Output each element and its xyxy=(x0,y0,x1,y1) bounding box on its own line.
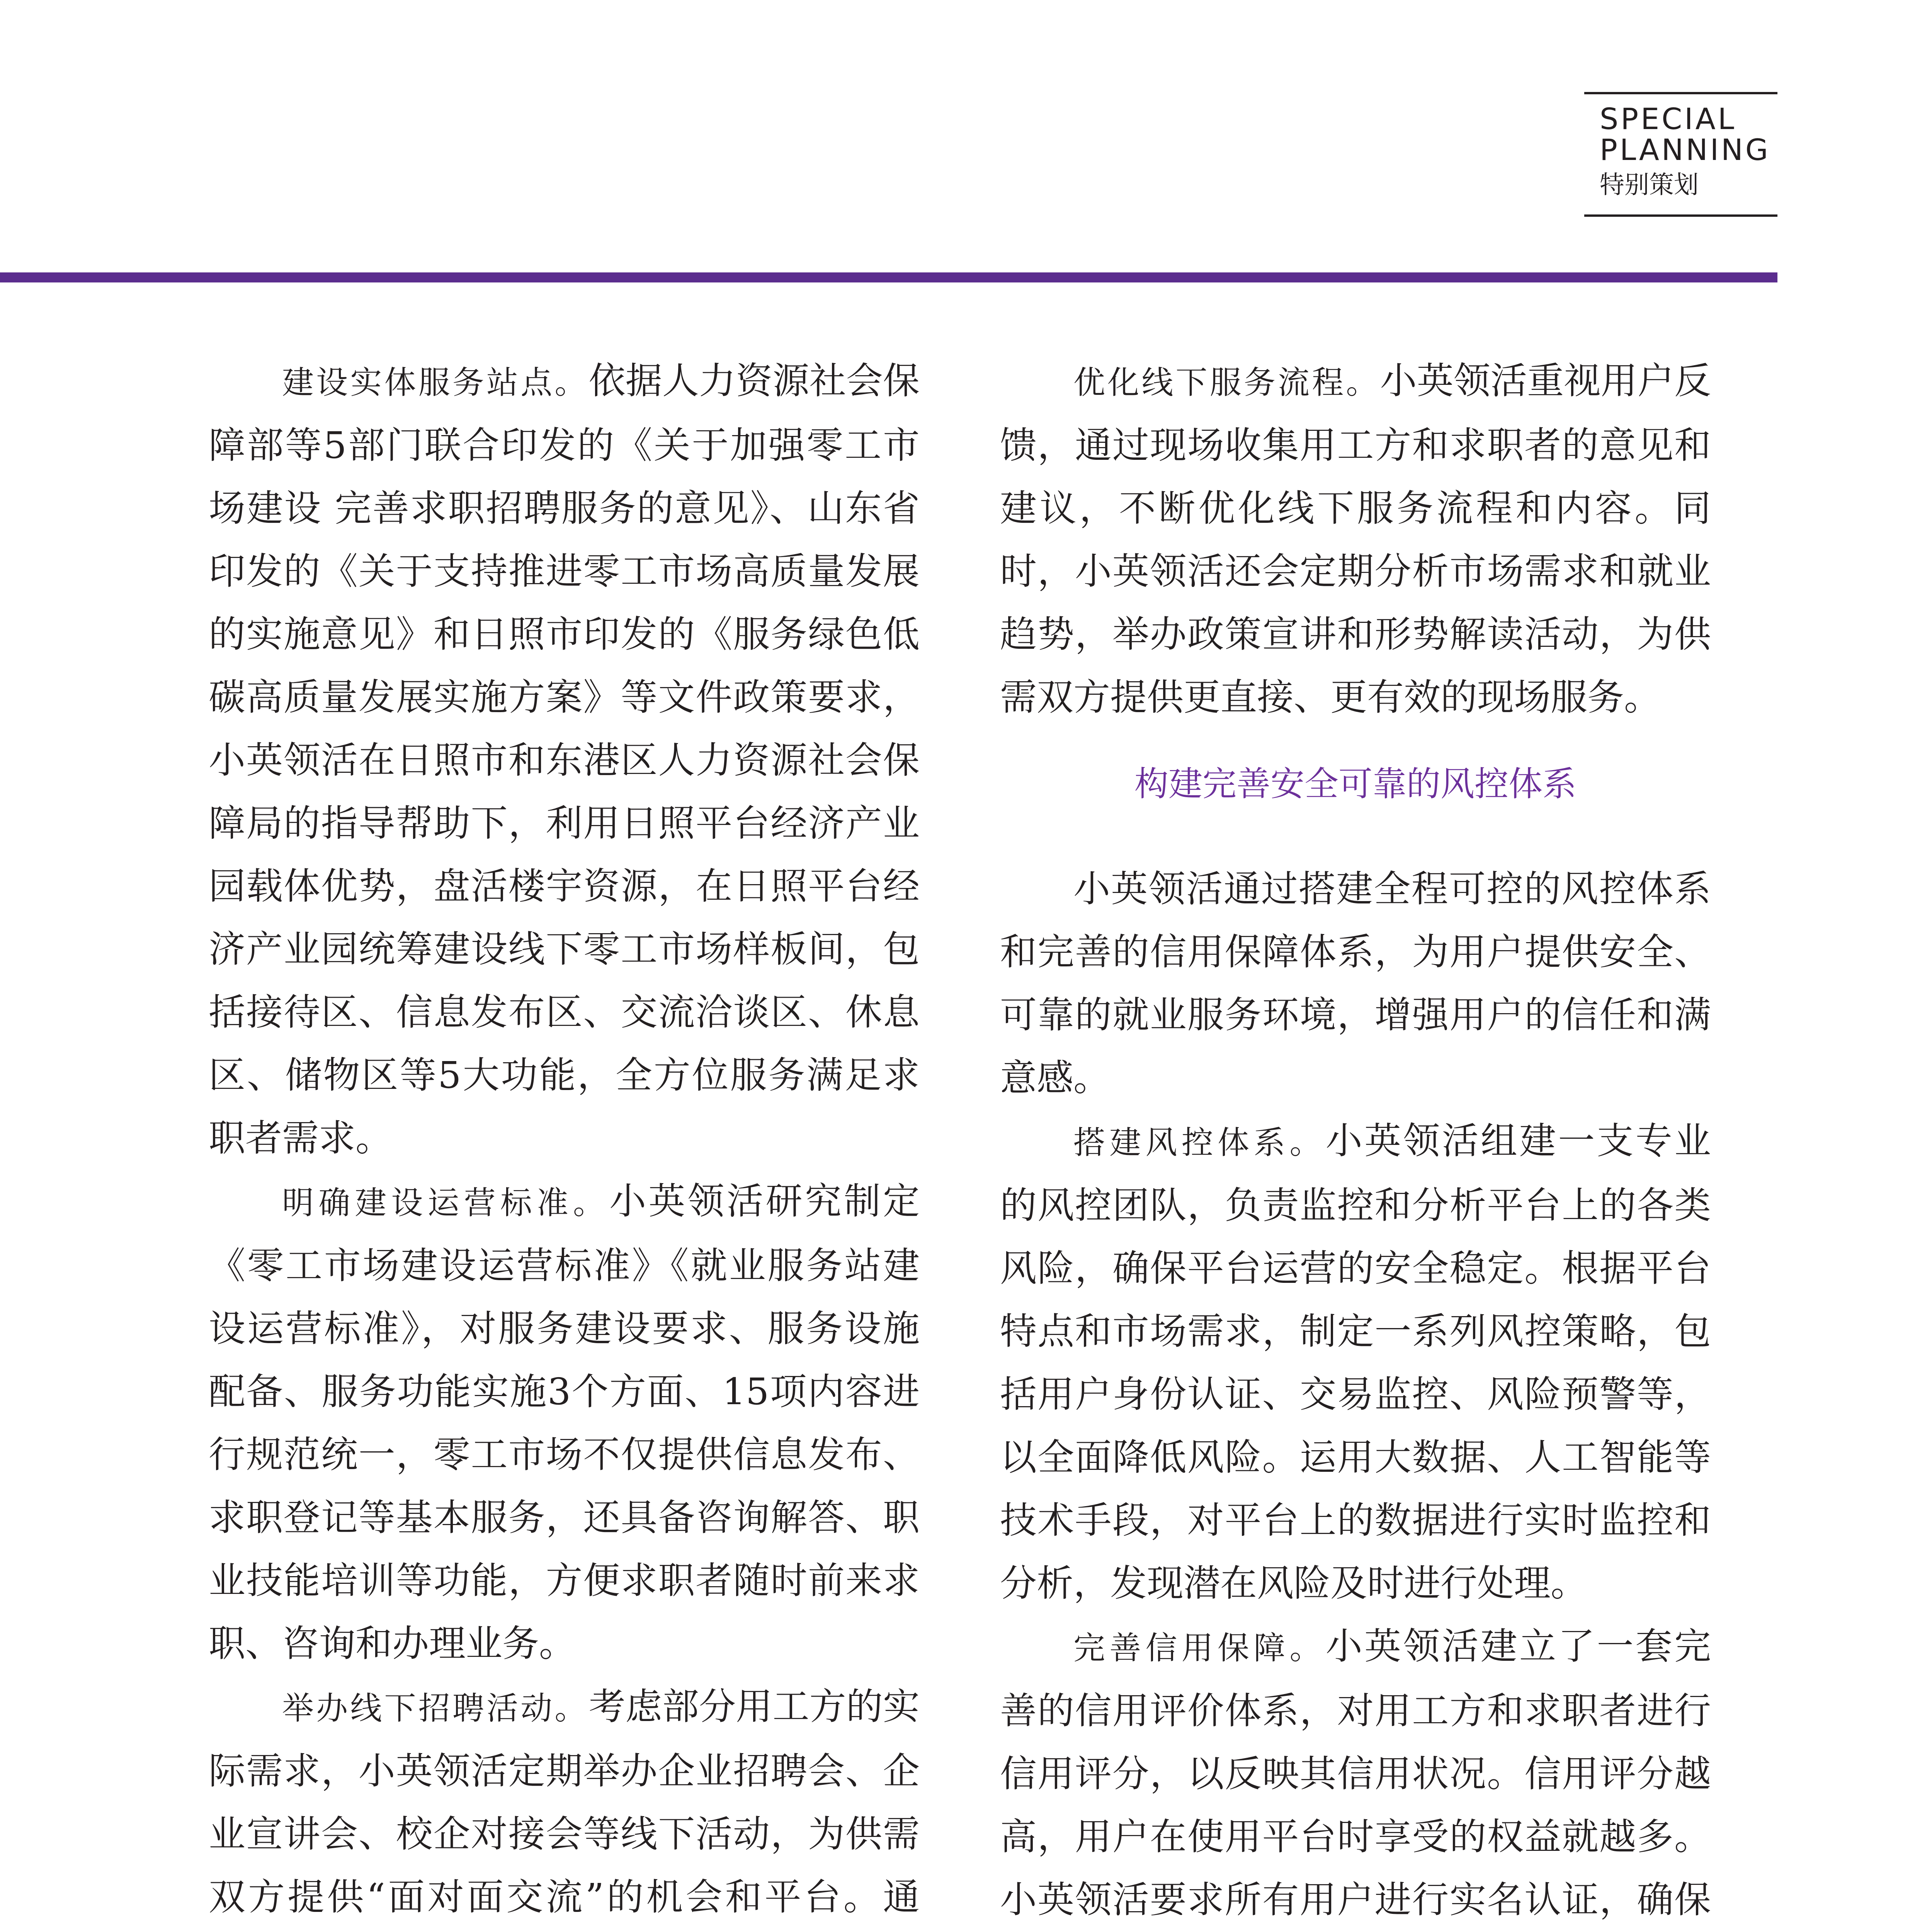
purple-divider xyxy=(0,272,1777,282)
paragraph xyxy=(1000,1110,1711,1615)
section-title-en-line2: PLANNING xyxy=(1600,133,1770,167)
section-header xyxy=(1600,104,1801,202)
paragraph-lead: 建设实体服务站点。 xyxy=(282,364,589,401)
paragraph xyxy=(209,1170,920,1675)
header-bottom-rule xyxy=(1584,214,1777,217)
paragraph-body: 小英领活重视用户反馈，通过现场收集用工方和求职者的意见和建议，不断优化线下服务流程和内容。同时，小英领活还会定期分析市场需求和就业趋势，举办政策宣讲和形势解读活动，为供需双方提供更直接、更有效的现场服务。 xyxy=(1000,360,1711,719)
right-column xyxy=(1000,350,1711,1932)
paragraph-body: 考虑部分用工方的实际需求，小英领活定期举办企业招聘会、企业宣讲会、校企对接会等线下活动，为供需双方提供“面对面交流”的机会和平台。通 xyxy=(209,1685,920,1918)
section-subheading: 构建完善安全可靠的风控体系 xyxy=(1134,764,1577,804)
paragraph-lead: 完善信用保障。 xyxy=(1073,1630,1326,1667)
section-title-cn: 特别策划 xyxy=(1600,171,1699,199)
paragraph-body: 小英领活研究制定《零工市场建设运营标准》《就业服务站建设运营标准》，对服务建设要求、服务设施配备、服务功能实施3个方面、15项内容进行规范统一，零工市场不仅提供信息发布、求职登记等基本服务，还具备咨询解答、职业技能培训等功能，方便求职者随时前来求职、咨询和办理业务。 xyxy=(209,1180,920,1665)
paragraph xyxy=(1000,1615,1711,1932)
paragraph-lead: 优化线下服务流程。 xyxy=(1073,364,1380,401)
section-title-en-line1: SPECIAL xyxy=(1600,102,1736,136)
paragraph-body: 小英领活建立了一套完善的信用评价体系，对用工方和求职者进行信用评分，以反映其信用状况。信用评分越高，用户在使用平台时享受的权益就越多。小英领活要求所有用户进行实名认证，确保 xyxy=(1000,1625,1711,1921)
paragraph xyxy=(1000,858,1711,1110)
left-column xyxy=(209,350,920,1932)
paragraph xyxy=(1000,350,1711,729)
paragraph xyxy=(209,350,920,1170)
paragraph-lead: 举办线下招聘活动。 xyxy=(282,1690,589,1727)
header-top-rule xyxy=(1584,92,1777,94)
paragraph xyxy=(209,1675,920,1932)
paragraph-lead: 明确建设运营标准。 xyxy=(282,1185,610,1221)
paragraph-body: 小英领活通过搭建全程可控的风控体系和完善的信用保障体系，为用户提供安全、可靠的就业服务环境，增强用户的信任和满意感。 xyxy=(1000,868,1711,1099)
paragraph-body: 依据人力资源社会保障部等5部门联合印发的《关于加强零工市场建设 完善求职招聘服务的意见》、山东省印发的《关于支持推进零工市场高质量发展的实施意见》和日照市印发的《服务绿色低碳高质量发展实施方案》等文件政策要求，小英领活在日照市和东港区人力资源社会保障局的指导帮助下，利用日照平台经济产业园载体优势，盘活楼宇资源，在日照平台经济产业园统筹建设线下零工市场样板间，包括接待区、信息发布区、交流洽谈区、休息区、储物区等5大功能，全方位服务满足求职者需求。 xyxy=(209,360,920,1160)
paragraph-lead: 搭建风控体系。 xyxy=(1073,1124,1326,1161)
paragraph-body: 小英领活组建一支专业的风控团队，负责监控和分析平台上的各类风险，确保平台运营的安全稳定。根据平台特点和市场需求，制定一系列风控策略，包括用户身份认证、交易监控、风险预警等，以全面降低风险。运用大数据、人工智能等技术手段，对平台上的数据进行实时监控和分析，发现潜在风险及时进行处理。 xyxy=(1000,1120,1711,1605)
